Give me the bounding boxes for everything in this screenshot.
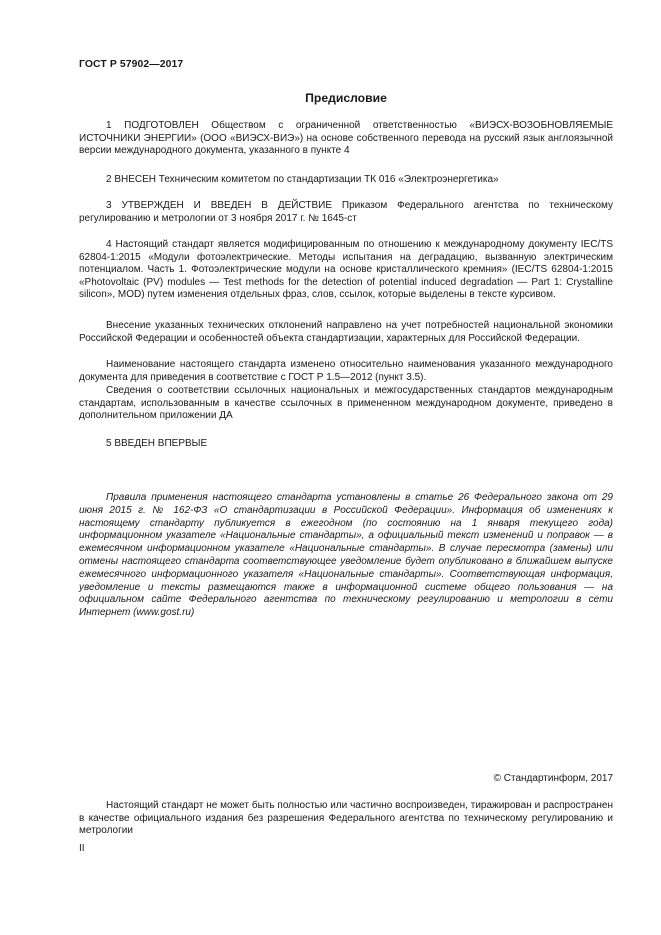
section-4-deviations: Внесение указанных технических отклонений направлено на учет потребностей национальной экономики Российской Федерации и особенностей объекта стандартизации, характерных для Российской Федерации. (79, 320, 613, 344)
section-5-first-introduced: 5 ВВЕДЕН ВПЕРВЫЕ (106, 438, 208, 449)
section-4-modification: 4 Настоящий стандарт является модифицированным по отношению к международному документу IEC/TS 62804-1:2015 «Модули фотоэлектрические. Методы испытания на деградацию, вызванную электрическим потенциалом. Часть 1. Фотоэлектрические модули на основе кристаллического кремния» (IEC/TS 62804-1:2015 «Photovoltaic (PV) modules — Test methods for the detection of potential induced degradation — Part 1: Crystalline silicon», MOD) путем изменения отдельных фраз, слов, ссылок, которые выделены в тексте курсивом. (79, 239, 613, 301)
copyright: © Стандартинформ, 2017 (493, 773, 613, 784)
page-number: II (79, 843, 85, 854)
section-1-prepared-by: 1 ПОДГОТОВЛЕН Обществом с ограниченной ответственностью «ВИЭСХ-ВОЗОБНОВЛЯЕМЫЕ ИСТОЧНИКИ ЭНЕРГИИ» (ООО «ВИЭСХ-ВИЭ») на основе собственного перевода на русский язык англоязычной версии международного документа, указанного в пункте 4 (79, 120, 613, 157)
standard-code-header: ГОСТ Р 57902—2017 (79, 59, 184, 70)
section-2-submitted-by: 2 ВНЕСЕН Техническим комитетом по стандартизации ТК 016 «Электроэнергетика» (106, 174, 499, 185)
rules-notice: Правила применения настоящего стандарта установлены в статье 26 Федерального закона от 29 июня 2015 г. № 162-ФЗ «О стандартизации в Российской Федерации». Информация об изменениях к настоящему стандарту публикуется в ежегодном (по состоянию на 1 января текущего года) информационном указателе «Национальные стандарты», а официальный текст изменений и поправок — в ежемесячном информационном указателе «Национальные стандарты». В случае пересмотра (замены) или отмены настоящего стандарта соответствующее уведомление будет опубликовано в ближайшем выпуске ежемесячного информационного указателя «Национальные стандарты». Соответствующая информация, уведомление и тексты размещаются также в информационной системе общего пользования — на официальном сайте Федерального агентства по техническому регулированию и метрологии в сети Интернет (www.gost.ru) (79, 492, 613, 619)
section-3-approved: 3 УТВЕРЖДЕН И ВВЕДЕН В ДЕЙСТВИЕ Приказом Федерального агентства по техническому регулированию и метрологии от 3 ноября 2017 г. № 1645-ст (79, 200, 613, 224)
page-title: Предисловие (305, 91, 387, 105)
section-4-title-change: Наименование настоящего стандарта изменено относительно наименования указанного международного документа для приведения в соответствие с ГОСТ Р 1.5—2012 (пункт 3.5). (79, 359, 613, 383)
reproduction-notice: Настоящий стандарт не может быть полностью или частично воспроизведен, тиражирован и распространен в качестве официального издания без разрешения Федерального агентства по техническому регулированию и метрологии (79, 800, 613, 837)
section-4-references: Сведения о соответствии ссылочных национальных и межгосударственных стандартов международным стандартам, использованным в качестве ссылочных в примененном международном документе, приведено в дополнительном приложении ДА (79, 385, 613, 422)
